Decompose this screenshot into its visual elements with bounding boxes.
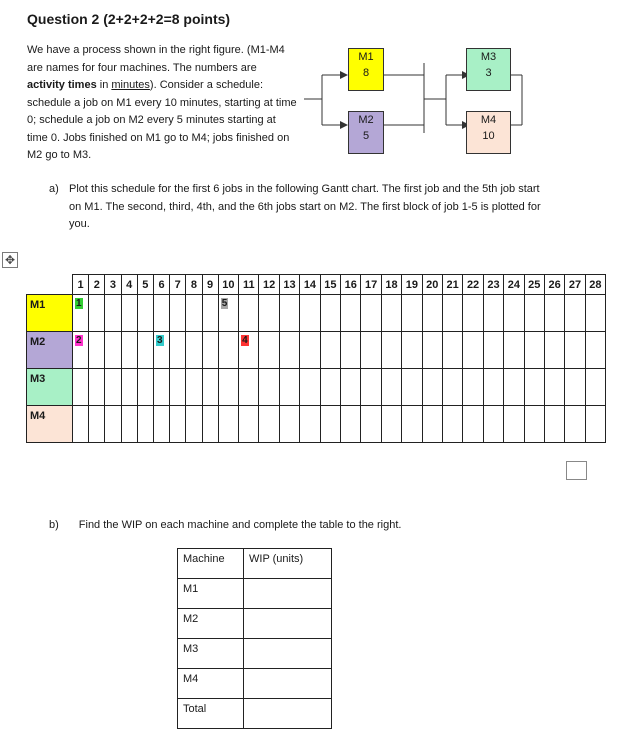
gantt-time-header: 4 [121,275,137,295]
wip-table [177,548,332,729]
gantt-cell[interactable] [105,332,121,369]
gantt-row [27,332,606,369]
arrow-to-m2 [340,121,348,129]
gantt-cell[interactable] [259,332,279,369]
gantt-time-header: 3 [105,275,121,295]
gantt-cell[interactable] [585,332,605,369]
gantt-cell[interactable] [300,406,320,443]
machine-m3-name: M3 [480,51,497,63]
gantt-cell[interactable] [422,332,442,369]
gantt-cell[interactable] [544,295,564,332]
gantt-cell[interactable] [153,406,169,443]
gantt-time-header: 14 [300,275,320,295]
gantt-cell[interactable] [320,369,340,406]
machine-m3-box [466,48,511,91]
gantt-chart [26,274,606,443]
wip-row [178,669,332,699]
wip-row [178,639,332,669]
gantt-time-header: 5 [137,275,153,295]
question-b-text: Find the WIP on each machine and complete the table to the right. [78,519,402,531]
gantt-time-header: 20 [422,275,442,295]
gantt-cell[interactable] [381,332,401,369]
gantt-cell[interactable] [73,295,89,332]
gantt-cell[interactable] [170,406,186,443]
gantt-cell[interactable] [341,406,361,443]
gantt-cell[interactable] [544,332,564,369]
machine-m2-box [348,111,384,154]
gantt-cell[interactable] [300,369,320,406]
gantt-cell[interactable] [463,406,483,443]
machine-m3-time: 3 [485,67,492,79]
gantt-job-marker: 4 [242,335,248,346]
gantt-cell[interactable] [463,332,483,369]
gantt-cell[interactable] [422,406,442,443]
gantt-time-header: 16 [341,275,361,295]
gantt-machine-label: M3 [27,369,73,406]
gantt-time-header: 13 [279,275,299,295]
gantt-cell[interactable] [202,332,218,369]
gantt-cell[interactable] [279,332,299,369]
wip-header: WIP (units) [244,549,332,579]
gantt-time-header: 9 [202,275,218,295]
wip-row [178,699,332,729]
wip-row [178,609,332,639]
machine-m1-name: M1 [358,51,374,63]
gantt-cell[interactable] [89,369,105,406]
gantt-cell[interactable] [186,295,202,332]
wip-value-cell[interactable] [244,609,332,639]
gantt-cell[interactable] [137,369,153,406]
gantt-cell[interactable] [218,406,238,443]
intro-text-3: ). Consider a schedule: schedule a job on M1 every 10 minutes, starting at time 0; schedule a job on M2 every 5 minutes starting at time 0. Jobs finished on M1 go to M4; jobs finished on M2 go to M3. [27,79,297,161]
gantt-time-header: 19 [402,275,422,295]
wip-value-cell[interactable] [244,579,332,609]
intro-bold: activity times [27,79,97,91]
gantt-cell[interactable] [239,406,259,443]
gantt-cell[interactable] [565,369,585,406]
gantt-cell[interactable] [585,295,605,332]
gantt-machine-label: M2 [27,332,73,369]
machine-m2-time: 5 [362,130,370,142]
gantt-cell[interactable] [259,295,279,332]
gantt-cell[interactable] [483,369,503,406]
gantt-cell[interactable] [504,332,524,369]
gantt-time-header: 23 [483,275,503,295]
gantt-cell[interactable] [402,369,422,406]
gantt-cell[interactable] [442,406,462,443]
gantt-time-header: 11 [239,275,259,295]
gantt-cell[interactable] [279,406,299,443]
gantt-cell[interactable] [239,295,259,332]
wip-value-cell[interactable] [244,639,332,669]
gantt-cell[interactable] [153,369,169,406]
gantt-cell[interactable] [341,295,361,332]
gantt-cell[interactable] [483,295,503,332]
gantt-cell[interactable] [565,406,585,443]
gantt-cell[interactable] [89,406,105,443]
wip-machine-label: Total [178,699,244,729]
machine-m4-time: 10 [482,130,495,142]
gantt-row [27,369,606,406]
wip-header: Machine [178,549,244,579]
gantt-cell[interactable] [186,369,202,406]
gantt-cell[interactable] [105,369,121,406]
question-a-label: a) [49,183,59,195]
question-a-text: Plot this schedule for the first 6 jobs in the following Gantt chart. The first job and the 5th job start on M1. The second, third, 4th, and the 6th jobs start on M2. The first block of job 1-5 is plotted for you. [69,183,541,230]
gantt-cell[interactable] [73,369,89,406]
gantt-cell[interactable] [483,406,503,443]
gantt-cell[interactable] [259,369,279,406]
intro-text-2: in [96,79,112,91]
gantt-cell[interactable] [153,295,169,332]
gantt-time-header: 24 [504,275,524,295]
gantt-cell[interactable] [239,369,259,406]
gantt-cell[interactable] [218,295,238,332]
gantt-time-header: 21 [442,275,462,295]
gantt-cell[interactable] [259,406,279,443]
wip-row [178,579,332,609]
gantt-cell[interactable] [137,332,153,369]
gantt-cell[interactable] [361,369,381,406]
gantt-cell[interactable] [361,295,381,332]
gantt-time-header: 18 [381,275,401,295]
arrow-to-m1 [340,71,348,79]
gantt-cell[interactable] [121,295,137,332]
gantt-row [27,295,606,332]
wip-value-cell[interactable] [244,699,332,729]
gantt-time-header: 10 [218,275,238,295]
intro-underline: minutes [111,79,150,91]
gantt-row [27,406,606,443]
gantt-cell[interactable] [381,369,401,406]
gantt-cell[interactable] [483,332,503,369]
gantt-cell[interactable] [300,295,320,332]
gantt-cell[interactable] [137,406,153,443]
gantt-cell[interactable] [504,295,524,332]
gantt-cell[interactable] [105,295,121,332]
gantt-cell[interactable] [504,406,524,443]
gantt-cell[interactable] [422,369,442,406]
gantt-cell[interactable] [442,369,462,406]
gantt-time-header: 25 [524,275,544,295]
gantt-time-header: 8 [186,275,202,295]
gantt-cell[interactable] [121,406,137,443]
gantt-cell[interactable] [186,406,202,443]
wip-machine-label: M3 [178,639,244,669]
gantt-cell[interactable] [381,295,401,332]
machine-m4-box [466,111,511,154]
wip-value-cell[interactable] [244,669,332,699]
gantt-machine-label: M1 [27,295,73,332]
gantt-cell[interactable] [279,295,299,332]
gantt-time-header: 17 [361,275,381,295]
gantt-cell[interactable] [361,332,381,369]
gantt-cell[interactable] [463,295,483,332]
gantt-cell[interactable] [279,369,299,406]
gantt-cell[interactable] [170,369,186,406]
gantt-cell[interactable] [202,406,218,443]
gantt-time-header: 2 [89,275,105,295]
gantt-cell[interactable] [361,406,381,443]
gantt-cell[interactable] [524,295,544,332]
question-b [49,519,401,531]
intro-text-1: We have a process shown in the right figure. (M1-M4 are names for four machines. The numbers are [27,44,285,74]
gantt-cell[interactable] [300,332,320,369]
gantt-time-header: 1 [73,275,89,295]
gantt-cell[interactable] [105,406,121,443]
gantt-machine-label: M4 [27,406,73,443]
gantt-time-header: 6 [153,275,169,295]
gantt-cell[interactable] [202,369,218,406]
intro-paragraph [27,42,297,165]
gantt-cell[interactable] [170,295,186,332]
gantt-time-header: 26 [544,275,564,295]
gantt-time-header: 27 [565,275,585,295]
gantt-job-marker: 3 [156,335,163,346]
gantt-cell[interactable] [442,295,462,332]
gantt-cell[interactable] [565,295,585,332]
gantt-cell[interactable] [218,332,238,369]
gantt-cell[interactable] [524,406,544,443]
gantt-cell[interactable] [121,369,137,406]
gantt-cell[interactable] [544,369,564,406]
gantt-cell[interactable] [320,406,340,443]
gantt-time-header: 15 [320,275,340,295]
gantt-cell[interactable] [402,332,422,369]
gantt-cell[interactable] [585,406,605,443]
machine-m1-time: 8 [362,67,370,79]
gantt-cell[interactable] [121,332,137,369]
question-title: Question 2 (2+2+2+2=8 points) [27,11,231,27]
gantt-time-header: 7 [170,275,186,295]
gantt-cell[interactable] [381,406,401,443]
gantt-cell[interactable] [239,332,259,369]
wip-machine-label: M1 [178,579,244,609]
gantt-cell[interactable] [402,295,422,332]
gantt-cell[interactable] [218,369,238,406]
gantt-time-header: 12 [259,275,279,295]
gantt-cell[interactable] [341,332,361,369]
gantt-job-marker: 2 [76,335,82,346]
gantt-cell[interactable] [585,369,605,406]
question-a [49,181,554,234]
gantt-cell[interactable] [341,369,361,406]
gantt-cell[interactable] [565,332,585,369]
move-handle-icon[interactable]: ✥ [2,252,18,268]
gantt-cell[interactable] [153,332,169,369]
wip-machine-label: M2 [178,609,244,639]
gantt-cell[interactable] [137,295,153,332]
gantt-cell[interactable] [422,295,442,332]
gantt-cell[interactable] [504,369,524,406]
gantt-cell[interactable] [320,332,340,369]
gantt-cell[interactable] [73,406,89,443]
question-b-label: b) [49,519,59,531]
gantt-time-header: 28 [585,275,605,295]
gantt-cell[interactable] [170,332,186,369]
gantt-cell[interactable] [320,295,340,332]
gantt-cell[interactable] [89,332,105,369]
machine-m1-box [348,48,384,91]
gantt-cell[interactable] [202,295,218,332]
wip-machine-label: M4 [178,669,244,699]
gantt-cell[interactable] [524,332,544,369]
gantt-cell[interactable] [442,332,462,369]
gantt-cell[interactable] [402,406,422,443]
checkbox[interactable] [566,461,587,480]
gantt-time-header: 22 [463,275,483,295]
gantt-cell[interactable] [463,369,483,406]
gantt-cell[interactable] [73,332,89,369]
machine-m4-name: M4 [480,114,497,126]
machine-m2-name: M2 [358,114,374,126]
gantt-corner-cell [27,275,73,295]
gantt-cell[interactable] [524,369,544,406]
gantt-job-marker: 1 [76,298,82,309]
gantt-job-marker: 5 [221,298,228,309]
gantt-cell[interactable] [544,406,564,443]
gantt-cell[interactable] [89,295,105,332]
gantt-cell[interactable] [186,332,202,369]
